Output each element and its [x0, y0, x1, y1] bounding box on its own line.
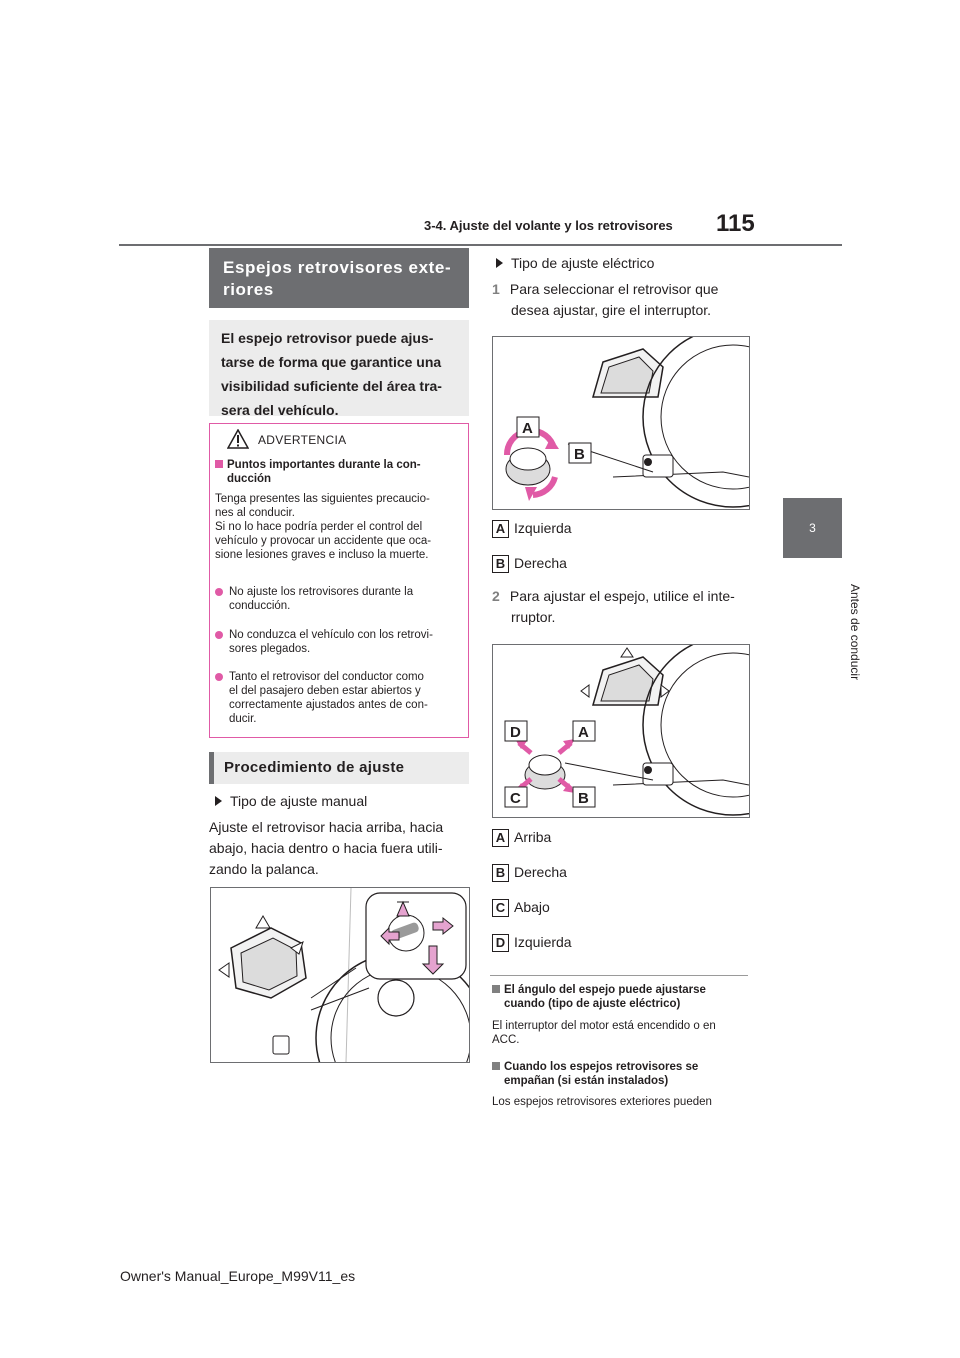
legend-row: B Derecha: [492, 864, 567, 882]
dot-bullet-icon: [215, 631, 223, 639]
procedure-title: Procedimiento de ajuste: [209, 752, 469, 784]
notes-divider: [490, 975, 748, 976]
legend-key: A: [492, 829, 509, 847]
manual-text: Ajuste el retrovisor hacia arriba, hacia abajo, hacia dentro o hacia fuera utili- zando la palanca.: [209, 819, 444, 877]
legend-key: C: [492, 899, 509, 917]
warning-triangle-icon: [227, 429, 249, 449]
footer-manual-id: Owner's Manual_Europe_M99V11_es: [120, 1268, 356, 1284]
note-heading: Cuando los espejos retrovisores se empañan (si están instalados): [492, 1060, 750, 1088]
fig1-label-b: B: [574, 446, 585, 463]
chapter-tab-label: Antes de conducir: [848, 584, 862, 681]
manual-type-heading: Tipo de ajuste manual: [215, 791, 367, 812]
section-title: Espejos retrovisores exte- riores: [209, 248, 469, 308]
electric-type-heading: Tipo de ajuste eléctrico: [496, 253, 654, 274]
manual-mirror-figure: [210, 887, 470, 1063]
note-heading: El ángulo del espejo puede ajustarse cuando (tipo de ajuste eléctrico): [492, 983, 750, 1011]
fig2-label-b: B: [578, 790, 589, 807]
note-body: El interruptor del motor está encendido o en ACC.: [492, 1020, 716, 1046]
dot-bullet-icon: [215, 673, 223, 681]
legend-key: D: [492, 934, 509, 952]
legend-row: D Izquierda: [492, 934, 572, 952]
dot-bullet-icon: [215, 588, 223, 596]
step-2: 2 Para ajustar el espejo, utilice el inte- rruptor.: [492, 588, 735, 625]
legend-key: A: [492, 520, 509, 538]
page-number: 115: [716, 210, 755, 237]
warning-item: No conduzca el vehículo con los retrovi- sores plegados.: [215, 628, 460, 656]
step-1: 1 Para seleccionar el retrovisor que desea ajustar, gire el interruptor.: [492, 281, 719, 318]
manual-adjust-illustration: [211, 888, 469, 1062]
legend-key: B: [492, 555, 509, 573]
warning-item: No ajuste los retrovisores durante la conducción.: [215, 585, 460, 613]
warning-subheading: Puntos importantes durante la con- ducción: [215, 458, 460, 486]
header-rule: [119, 244, 842, 246]
legend-row: A Izquierda: [492, 520, 572, 538]
square-bullet-icon: [492, 985, 500, 993]
fig2-label-a: A: [578, 724, 589, 741]
electric-adjust-figure: [492, 644, 750, 818]
warning-paragraph: Tenga presentes las siguientes precaucio- nes al conducir. Si no lo hace podría perder el control del vehículo y provocar un accidente que oca- sione lesiones graves e incluso la muerte.: [215, 493, 432, 561]
triangle-bullet-icon: [215, 796, 222, 806]
triangle-bullet-icon: [496, 258, 503, 268]
warning-item: Tanto el retrovisor del conductor como el del pasajero deben estar abiertos y correctamente ajustados antes de con- ducir.: [215, 670, 460, 726]
mirror-adjust-illustration: [493, 645, 749, 817]
warning-heading: ADVERTENCIA: [258, 433, 347, 447]
electric-select-figure: [492, 336, 750, 510]
legend-row: C Abajo: [492, 899, 550, 917]
running-header-section: 3-4. Ajuste del volante y los retrovisores: [424, 218, 673, 233]
square-bullet-icon: [215, 460, 223, 468]
legend-row: A Arriba: [492, 829, 551, 847]
chapter-number: 3: [809, 521, 816, 535]
intro-box: El espejo retrovisor puede ajus- tarse de forma que garantice una visibilidad suficiente del área tra- sera del vehículo.: [209, 320, 469, 416]
legend-row: B Derecha: [492, 555, 567, 573]
fig1-label-a: A: [522, 420, 533, 437]
note-body: Los espejos retrovisores exteriores pueden: [492, 1096, 712, 1108]
mirror-select-illustration: [493, 337, 749, 509]
fig2-label-d: D: [510, 724, 521, 741]
fig2-label-c: C: [510, 790, 521, 807]
square-bullet-icon: [492, 1062, 500, 1070]
legend-key: B: [492, 864, 509, 882]
chapter-tab: [783, 498, 842, 558]
